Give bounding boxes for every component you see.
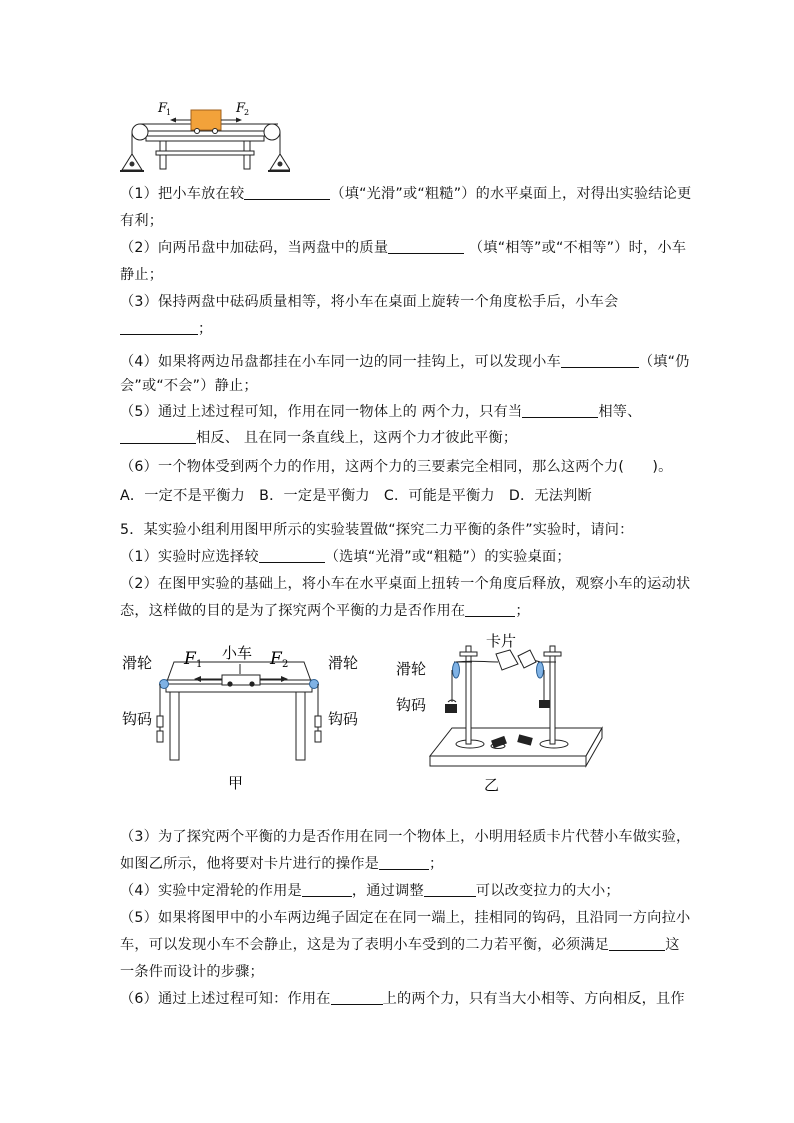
q5-line-9: 车，可以发现小车不会静止，这是为了表明小车受到的二力若平衡，必须满足 这: [120, 937, 680, 953]
card-label: 卡片: [486, 632, 517, 650]
q5-line-10: 一条件而设计的步骤；: [120, 964, 264, 980]
q4-line-7: （4）如果将两边吊盘都挂在小车同一边的同一挂钩上，可以发现小车 （填“仍: [120, 354, 690, 370]
pulley-label-right: 滑轮: [328, 654, 358, 672]
f1-label: F: [158, 101, 168, 116]
q4-line-6: ；: [120, 319, 212, 339]
q4-line-4: 静止；: [120, 267, 164, 283]
blank-8[interactable]: [465, 602, 515, 617]
q4-line-11: （6）一个物体受到两个力的作用，这两个力的三要素完全相同，那么这两个力( )。: [120, 459, 673, 475]
pulley-label-yi: 滑轮: [396, 660, 427, 678]
blank-1[interactable]: [244, 185, 330, 200]
q5-line-3: （2）在图甲实验的基础上，将小车在水平桌面上扭转一个角度后释放，观察小车的运动状: [120, 576, 691, 592]
figure-jia: [118, 640, 358, 800]
weight-label-right: 钩码: [328, 710, 358, 728]
q5-line-11: （6）通过上述过程可知：作用在 上的两个力，只有当大小相等、方向相反，且作: [120, 991, 685, 1007]
blank-2[interactable]: [388, 239, 464, 254]
weight-label-left: 钩码: [122, 710, 153, 728]
f1-sub-jia: 1: [196, 659, 203, 670]
caption-jia: 甲: [228, 774, 244, 792]
f2-label-jia: F: [270, 649, 282, 669]
q4-options: A．一定不是平衡力 B．一定是平衡力 C．可能是平衡力 D．无法判断: [120, 488, 592, 504]
blank-6[interactable]: [120, 429, 196, 444]
q4-line-9: （5）通过上述过程可知，作用在同一物体上的 两个力，只有当 相等、: [120, 404, 642, 420]
blank-10[interactable]: [302, 882, 352, 897]
f1-subscript: 1: [166, 108, 172, 117]
blank-4[interactable]: [561, 353, 639, 368]
q5-line-4: 态，这样做的目的是为了探究两个平衡的力是否作用在 ；: [120, 603, 530, 619]
pulley-label-left: 滑轮: [122, 654, 152, 672]
q5-line-1: 5．某实验小组利用图甲所示的实验装置做“探究二力平衡的条件”实验时，请问：: [120, 522, 634, 538]
q5-line-6: 如图乙所示，他将要对卡片进行的操作是 ；: [120, 856, 444, 872]
blank-3[interactable]: [120, 320, 198, 335]
f2-sub-jia: 2: [282, 659, 289, 670]
blank-12[interactable]: [609, 936, 665, 951]
q4-line-5: （3）保持两盘中砝码质量相等，将小车在桌面上旋转一个角度松手后，小车会: [120, 294, 619, 310]
blank-9[interactable]: [379, 855, 429, 870]
q4-line-2: 有利；: [120, 213, 164, 229]
figure-yi: [392, 632, 608, 802]
blank-11[interactable]: [424, 882, 476, 897]
figure-cart-table: [120, 96, 290, 176]
blank-13[interactable]: [331, 990, 383, 1005]
blank-5[interactable]: [522, 403, 598, 418]
q5-line-7: （4）实验中定滑轮的作用是 ，通过调整 可以改变拉力的大小；: [120, 883, 620, 899]
q5-line-2: （1）实验时应选择较 （选填“光滑”或“粗糙”）的实验桌面；: [120, 549, 571, 565]
q4-line-10: 相反、 且在同一条直线上，这两个力才彼此平衡；: [120, 428, 517, 448]
q4-line-8: 会”或“不会”）静止；: [120, 378, 258, 394]
blank-7[interactable]: [259, 548, 325, 563]
weight-label-yi: 钩码: [396, 696, 427, 714]
f2-subscript: 2: [244, 108, 250, 117]
caption-yi: 乙: [484, 776, 500, 794]
q4-line-1: （1）把小车放在较 （填“光滑”或“粗糙”）的水平桌面上，对得出实验结论更: [120, 186, 692, 202]
q4-line-3: （2）向两吊盘中加砝码，当两盘中的质量 （填“相等”或“不相等”）时，小车: [120, 240, 687, 256]
car-label: 小车: [222, 644, 253, 662]
f2-label: F: [236, 101, 246, 116]
f1-label-jia: F: [184, 649, 196, 669]
q5-line-8: （5）如果将图甲中的小车两边绳子固定在在同一端上，挂相同的钩码，且沿同一方向拉小: [120, 910, 691, 926]
q5-line-5: （3）为了探究两个平衡的力是否作用在同一个物体上，小明用轻质卡片代替小车做实验，: [120, 829, 691, 845]
